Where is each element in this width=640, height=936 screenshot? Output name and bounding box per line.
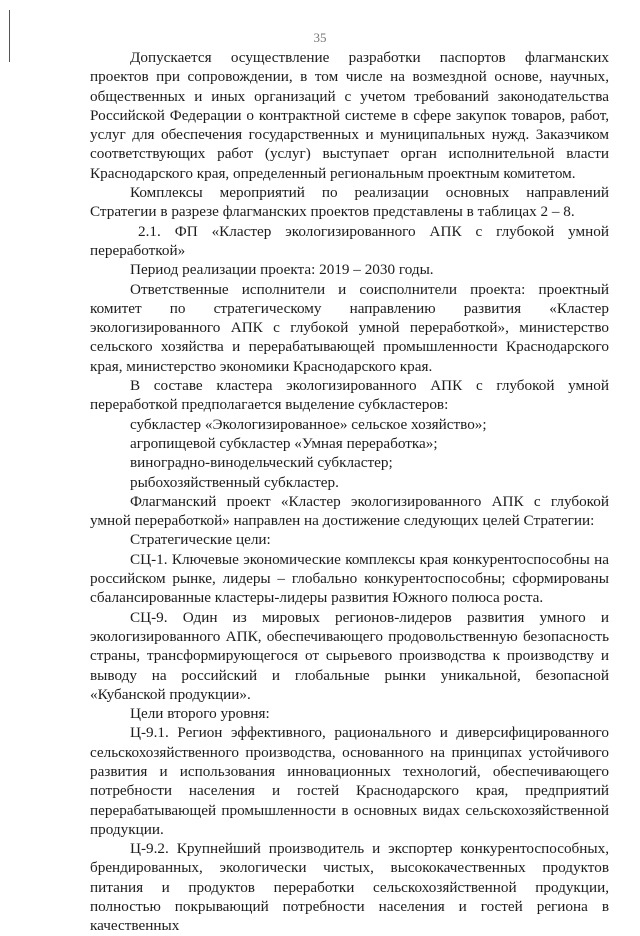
goal-sc-9: СЦ-9. Один из мировых регионов-лидеров развития умного и экологизированного АПК, обеспечивающего продовольственную безопасность страны, трансформирующегося от сырьевого производства к производству и выводу на российский и глобальные рынки уникальной, безопасной «Кубанской продукции». [90, 608, 609, 703]
list-item-subcluster-1: субкластер «Экологизированное» сельское хозяйство»; [130, 415, 487, 433]
paragraph-complexes: Комплексы мероприятий по реализации основных направлений Стратегии в разрезе флагманских проектов представлены в таблицах 2 – 8. [90, 184, 609, 221]
paragraph-period: Период реализации проекта: 2019 – 2030 годы. [130, 261, 434, 279]
goal-c-9-2: Ц-9.2. Крупнейший производитель и экспортер конкурентоспособных, брендированных, экологически чистых, высококачественных продуктов питания и продуктов переработки сельскохозяйственной продукции, полностью покрывающий потребности населения и гостей региона в качественных [90, 840, 609, 935]
list-item-subcluster-4: рыбохозяйственный субкластер. [130, 473, 339, 491]
page-number: 35 [313, 30, 327, 45]
paragraph-flagship-goals: Флагманский проект «Кластер экологизированного АПК с глубокой умной переработкой» направлен на достижение следующих целей Стратегии: [90, 492, 609, 530]
list-item-subcluster-3: виноградно-винодельческий субкластер; [130, 454, 393, 472]
goal-sc-1: СЦ-1. Ключевые экономические комплексы края конкурентоспособны на российском рынке, лидеры – глобально конкурентоспособны; сформированы сбалансированные кластеры-лидеры развития Южного полюса роста. [90, 550, 609, 607]
subheading-second-level-goals: Цели второго уровня: [130, 705, 270, 723]
document-body [90, 48, 609, 936]
subheading-strategic-goals: Стратегические цели: [130, 531, 271, 549]
paragraph-subclusters-intro: В составе кластера экологизированного АПК с глубокой умной переработкой предполагается выделение субкластеров: [90, 377, 609, 414]
paragraph-responsible: Ответственные исполнители и соисполнители проекта: проектный комитет по стратегическому направлению развития «Кластер экологизированного АПК с глубокой умной переработкой», министерство сельского хозяйства и перерабатывающей промышленности Краснодарского края, министерство экономики Краснодарского края. [90, 280, 609, 375]
paragraph-passports: Допускается осуществление разработки паспортов флагманских проектов при сопровождении, в том числе на возмездной основе, научных, общественных и иных организаций с учетом требований законодательства Российской Федерации о контрактной системе в сфере закупок товаров, работ, услуг для обеспечения государственных и муниципальных нужд. Заказчиком соответствующих работ (услуг) выступает орган исполнительной власти Краснодарского края, определенный региональным проектным комитетом. [90, 49, 609, 182]
list-item-subcluster-2: агропищевой субкластер «Умная переработка»; [130, 434, 438, 452]
section-heading-2-1: 2.1. ФП «Кластер экологизированного АПК с глубокой умной переработкой» [90, 222, 609, 259]
goal-c-9-1: Ц-9.1. Регион эффективного, рационального и диверсифицированного сельскохозяйственного производства, основанного на принципах устойчивого развития и использования инновационных технологий, обеспечивающего потребности населения и гостей Краснодарского края, предприятий перерабатывающей промышленности в основных видах сельскохозяйственной продукции. [90, 724, 609, 838]
